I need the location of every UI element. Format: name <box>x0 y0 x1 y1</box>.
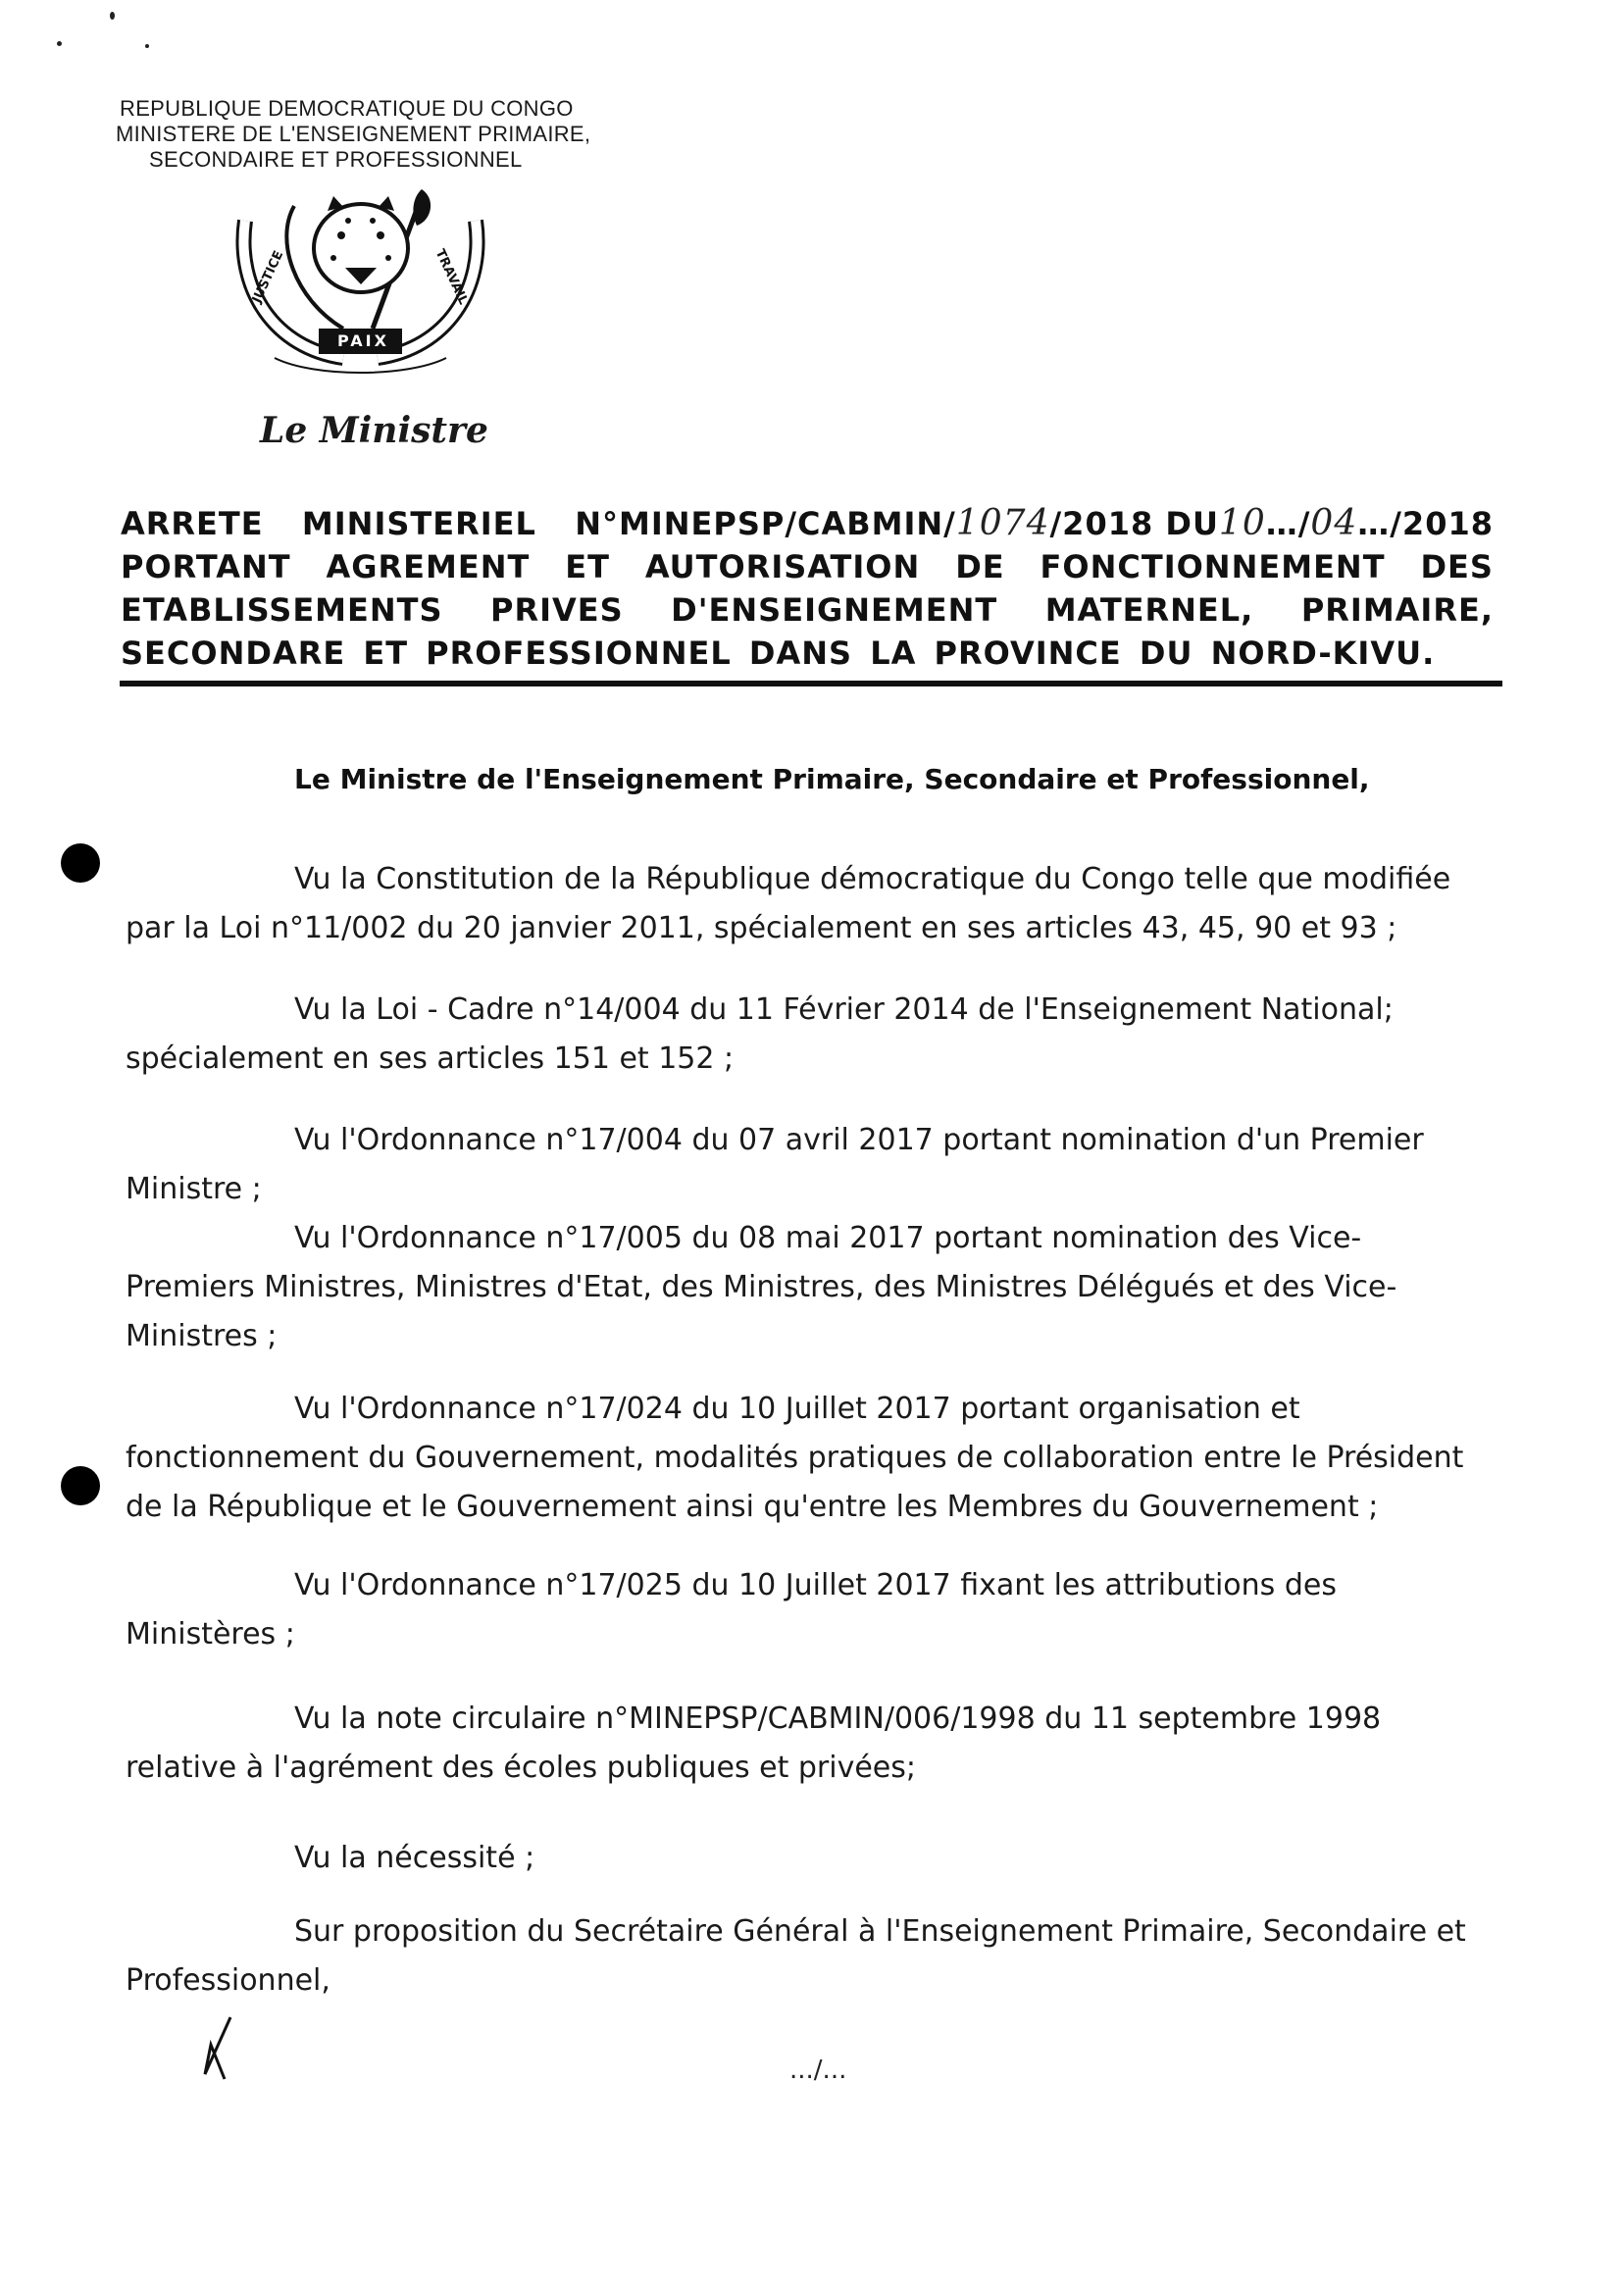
scan-speck <box>110 12 115 20</box>
consideration-5 <box>126 1385 1498 1532</box>
consideration-line: Vu l'Ordonnance n°17/024 du 10 Juillet 2017 portant organisation et <box>294 1392 1300 1426</box>
consideration-8 <box>126 1834 1498 1883</box>
header-ministry-line2: SECONDAIRE ET PROFESSIONNEL <box>149 147 523 172</box>
title-line-4: SECONDARE ET PROFESSIONNEL DANS LA PROVINCE DU NORD-KIVU. <box>121 635 1436 672</box>
consideration-7 <box>126 1695 1498 1793</box>
handwritten-date-day: 10 <box>1218 503 1266 543</box>
title-word: ARRETE <box>121 505 264 542</box>
consideration-4 <box>126 1214 1498 1361</box>
consideration-line: Vu l'Ordonnance n°17/004 du 07 avril 2017 portant nomination d'un Premier <box>294 1123 1424 1157</box>
punch-hole-mark <box>61 1466 100 1505</box>
title-word: FONCTIONNEMENT <box>1040 548 1386 585</box>
consideration-line: Ministre ; <box>126 1172 262 1206</box>
header-ministry-line1: MINISTERE DE L'ENSEIGNEMENT PRIMAIRE, <box>116 122 591 146</box>
consideration-line: Sur proposition du Secrétaire Général à l'Enseignement Primaire, Secondaire et <box>294 1914 1466 1949</box>
title-word: AUTORISATION <box>644 548 921 585</box>
handwritten-initial-mark <box>191 2015 240 2084</box>
emblem-motto-left: JUSTICE <box>249 248 287 306</box>
preamble: Le Ministre de l'Enseignement Primaire, Secondaire et Professionnel, <box>294 763 1370 795</box>
handwritten-ref-number: 1074 <box>955 503 1050 543</box>
consideration-line: fonctionnement du Gouvernement, modalités pratiques de collaboration entre le Président <box>126 1441 1464 1475</box>
title-word: ET <box>565 548 610 585</box>
consideration-line: par la Loi n°11/002 du 20 janvier 2011, spécialement en ses articles 43, 45, 90 et 93 ; <box>126 911 1397 945</box>
title-line-3 <box>121 588 1494 632</box>
emblem-motto-bottom: PAIX <box>337 331 389 350</box>
scan-speck <box>57 41 62 46</box>
header-country: REPUBLIQUE DEMOCRATIQUE DU CONGO <box>120 96 574 121</box>
title-line-2 <box>121 545 1494 588</box>
coat-of-arms-emblem <box>235 181 485 392</box>
signatory-title: Le Ministre <box>260 410 488 451</box>
page-continuation: .../... <box>789 2056 847 2085</box>
title-line-1 <box>121 502 1494 545</box>
consideration-line: Vu la Constitution de la République démocratique du Congo telle que modifiée <box>294 862 1451 896</box>
title-word: DES <box>1420 548 1494 585</box>
consideration-line: Vu l'Ordonnance n°17/005 du 08 mai 2017 portant nomination des Vice- <box>294 1221 1362 1255</box>
title-word: ETABLISSEMENTS <box>121 591 443 629</box>
consideration-6 <box>126 1561 1498 1659</box>
punch-hole-mark <box>61 843 100 883</box>
decree-reference: N°MINEPSP/CABMIN/1074/2018 DU10…/04…/2018 <box>575 503 1494 543</box>
emblem-motto-right: TRAVAIL <box>431 246 471 308</box>
title-word: PORTANT <box>121 548 291 585</box>
consideration-line: Vu la nécessité ; <box>294 1841 535 1875</box>
title-word: AGREMENT <box>326 548 531 585</box>
title-word: DE <box>955 548 1005 585</box>
date-year: /2018 <box>1390 505 1494 542</box>
handwritten-date-month: 04 <box>1310 503 1358 543</box>
title-word: PRIVES <box>490 591 624 629</box>
consideration-line: relative à l'agrément des écoles publiques et privées; <box>126 1751 917 1785</box>
consideration-line: Vu la note circulaire n°MINEPSP/CABMIN/006/1998 du 11 septembre 1998 <box>294 1702 1382 1736</box>
consideration-3 <box>126 1116 1498 1214</box>
consideration-line: Ministères ; <box>126 1617 295 1651</box>
title-word: D'ENSEIGNEMENT <box>671 591 998 629</box>
decree-title <box>121 502 1494 675</box>
title-word: MATERNEL, <box>1044 591 1254 629</box>
consideration-line: Vu l'Ordonnance n°17/025 du 10 Juillet 2017 fixant les attributions des <box>294 1568 1337 1602</box>
consideration-line: Professionnel, <box>126 1963 330 1998</box>
date-du: DU <box>1165 505 1219 542</box>
ref-prefix: N°MINEPSP/CABMIN/ <box>575 505 956 542</box>
consideration-1 <box>126 855 1498 953</box>
title-word: PRIMAIRE, <box>1300 591 1494 629</box>
consideration-line: Premiers Ministres, Ministres d'Etat, des Ministres, des Ministres Délégués et des Vice- <box>126 1270 1397 1304</box>
title-underline <box>120 681 1502 686</box>
title-word: MINISTERIEL <box>301 505 536 542</box>
consideration-9 <box>126 1907 1498 2006</box>
scan-speck <box>145 44 149 48</box>
consideration-2 <box>126 986 1498 1084</box>
consideration-line: Ministres ; <box>126 1319 278 1353</box>
consideration-line: Vu la Loi - Cadre n°14/004 du 11 Février 2014 de l'Enseignement National; <box>294 992 1394 1027</box>
consideration-line: spécialement en ses articles 151 et 152 ; <box>126 1041 735 1076</box>
ref-year: /2018 <box>1049 505 1154 542</box>
consideration-line: de la République et le Gouvernement ainsi qu'entre les Membres du Gouvernement ; <box>126 1490 1379 1524</box>
